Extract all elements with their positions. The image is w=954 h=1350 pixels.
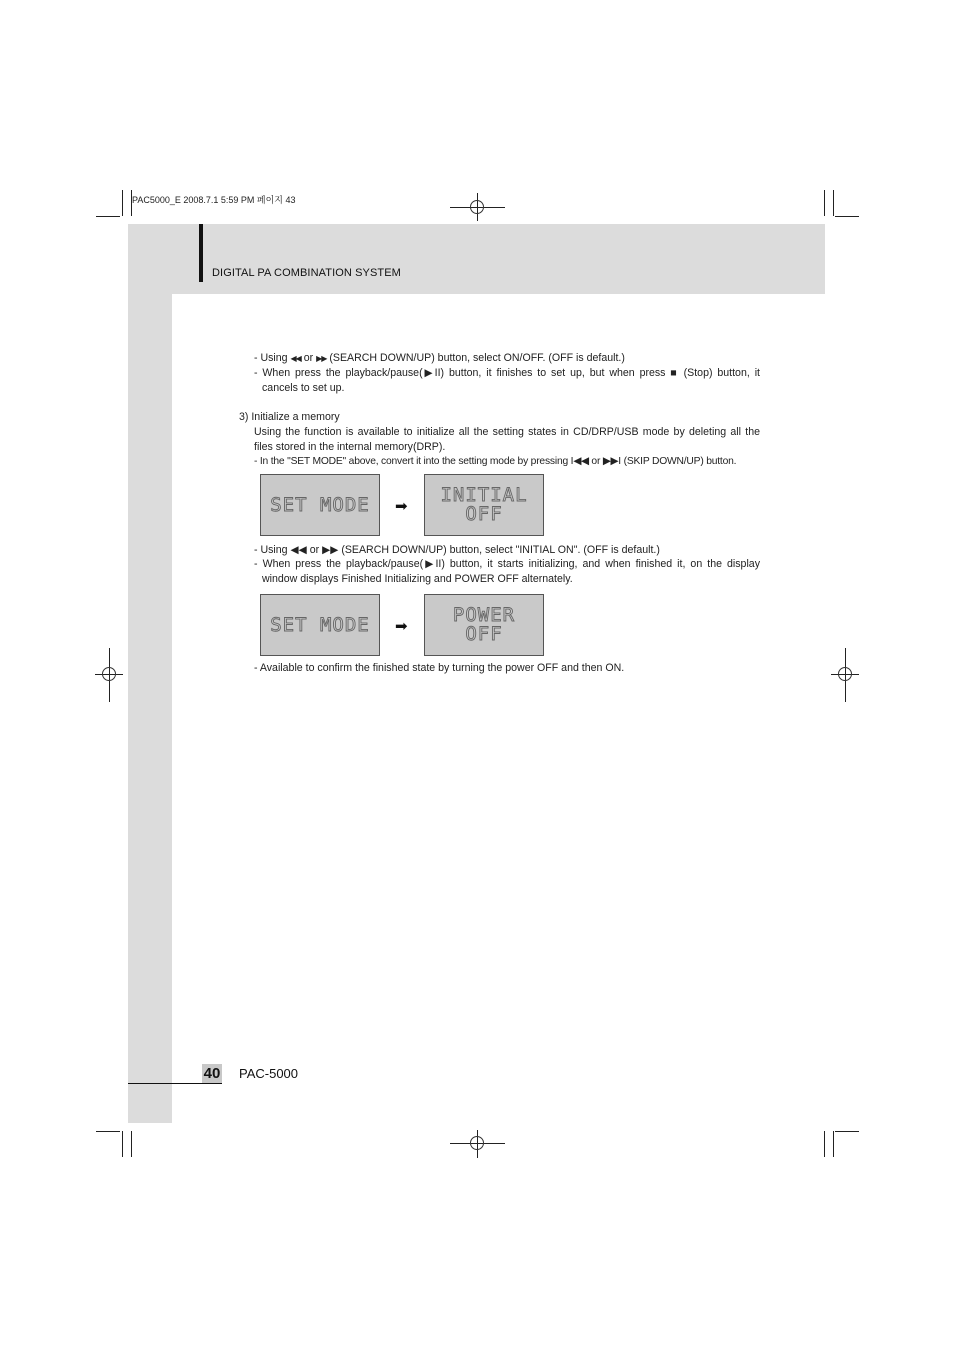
lcd-text: INITIAL [440,484,528,506]
header-accent-bar [199,224,203,282]
model-name: PAC-5000 [239,1066,299,1081]
lcd-display-set-mode [260,474,380,536]
bullet-playback-finish-line2: cancels to set up. [262,382,345,394]
bullet-select-initial-on: - Using ◀◀ or ▶▶ (SEARCH DOWN/UP) button, select "INITIAL ON". (OFF is default.) [254,544,660,556]
lcd-display-set-mode [260,594,380,656]
left-band [128,224,172,1123]
bullet-search-onoff: - Using ◀◀ or ▶▶ (SEARCH DOWN/UP) button, select ON/OFF. (OFF is default.) [254,352,625,364]
lcd-text: OFF [465,503,503,525]
lcd-display-power-off [424,594,544,656]
crop-mark [835,216,859,217]
registration-circle-icon [838,667,852,681]
crop-mark [122,1131,123,1157]
crop-mark [96,216,120,217]
crop-mark [96,1131,120,1132]
bullet-playback-initialize-line2: window displays Finished Initializing and POWER OFF alternately. [262,573,573,585]
arrow-right-icon: ➡ [395,618,408,635]
bullet-playback-initialize-line1: - When press the playback/pause(▶II) button, it starts initializing, and when finished it, on the display [254,558,760,570]
registration-circle-icon [470,200,484,214]
lcd-text: OFF [465,623,503,645]
lcd-text: POWER [452,604,516,626]
lcd-text: SET MODE [270,493,370,516]
search-down-icon: ◀◀ [290,354,301,363]
search-up-icon: ▶▶ [316,354,327,363]
header-band [128,224,825,294]
crop-mark [122,190,123,216]
crop-mark [833,1131,834,1157]
lcd-text: SET MODE [270,613,370,636]
crop-mark [824,190,825,216]
section-paragraph-line2: files stored in the internal memory(DRP). [254,441,446,453]
page-number: 40 [203,1065,221,1082]
footer-rule [128,1083,222,1084]
section-paragraph-line1: Using the function is available to initialize all the setting states in CD/DRP/USB mode by deleting all the [254,426,760,438]
registration-circle-icon [102,667,116,681]
print-slug: PAC5000_E 2008.7.1 5:59 PM 페이지 43 [132,195,296,205]
bullet-skip-mode: - In the "SET MODE" above, convert it into the setting mode by pressing I◀◀ or ▶▶I (SKIP DOWN/UP) button. [254,456,737,467]
section-heading: 3) Initialize a memory [239,411,340,423]
crop-mark [835,1131,859,1132]
crop-mark [833,190,834,216]
lcd-display-initial-off [424,474,544,536]
crop-mark [131,1131,132,1157]
registration-circle-icon [470,1136,484,1150]
crop-mark [824,1131,825,1157]
header-title: DIGITAL PA COMBINATION SYSTEM [212,267,401,279]
bullet-confirm-finished: - Available to confirm the finished state by turning the power OFF and then ON. [254,662,625,674]
arrow-right-icon: ➡ [395,498,408,515]
bullet-playback-finish-line1: - When press the playback/pause(▶II) button, it finishes to set up, but when press ■ (Stop) button, it [254,367,760,379]
